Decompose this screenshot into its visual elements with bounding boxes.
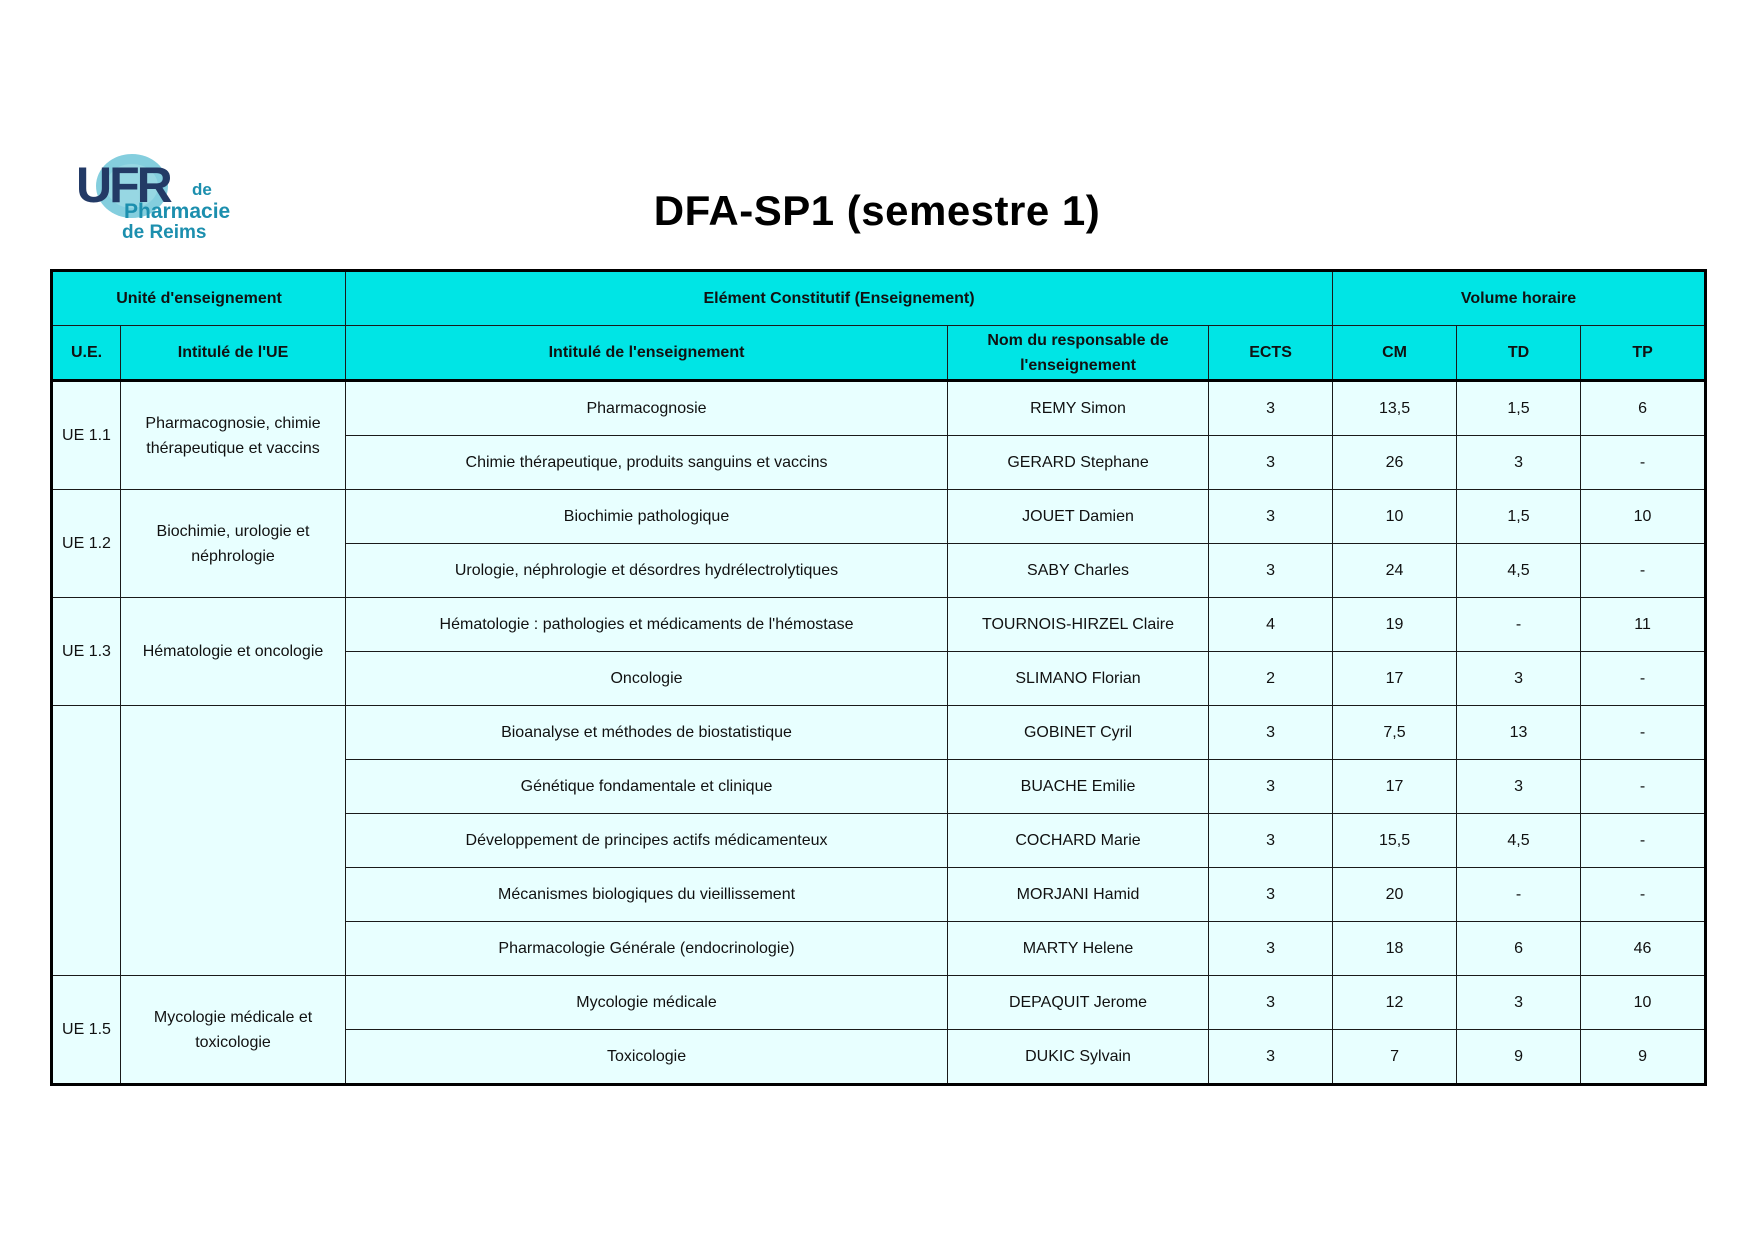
ects-cell: 3 (1209, 436, 1333, 490)
responsible-cell: REMY Simon (948, 381, 1209, 436)
volume-group-header: Volume horaire (1333, 271, 1706, 326)
tp-cell: - (1581, 814, 1706, 868)
td-cell: 4,5 (1457, 814, 1581, 868)
tp-cell: 10 (1581, 490, 1706, 544)
cm-cell: 19 (1333, 598, 1457, 652)
col-header-cm: CM (1333, 326, 1457, 381)
ue-code-cell: UE 1.3 (52, 598, 121, 706)
course-title-cell: Mycologie médicale (346, 976, 948, 1030)
course-title-cell: Bioanalyse et méthodes de biostatistique (346, 706, 948, 760)
course-title-cell: Pharmacognosie (346, 381, 948, 436)
cm-cell: 7 (1333, 1030, 1457, 1085)
tp-cell: 9 (1581, 1030, 1706, 1085)
ue-title-cell: Mycologie médicale et toxicologie (121, 976, 346, 1085)
col-header-td: TD (1457, 326, 1581, 381)
ue-title-cell (121, 706, 346, 976)
table-row (52, 490, 1706, 544)
responsible-cell: GOBINET Cyril (948, 706, 1209, 760)
ects-cell: 3 (1209, 814, 1333, 868)
cm-cell: 20 (1333, 868, 1457, 922)
tp-cell: 11 (1581, 598, 1706, 652)
ects-cell: 3 (1209, 490, 1333, 544)
ec-group-header: Elément Constitutif (Enseignement) (346, 271, 1333, 326)
col-header-ects: ECTS (1209, 326, 1333, 381)
col-header-tp: TP (1581, 326, 1706, 381)
responsible-cell: COCHARD Marie (948, 814, 1209, 868)
course-title-cell: Chimie thérapeutique, produits sanguins et vaccins (346, 436, 948, 490)
cm-cell: 26 (1333, 436, 1457, 490)
td-cell: 4,5 (1457, 544, 1581, 598)
table-row (52, 976, 1706, 1030)
ue-code-cell: UE 1.2 (52, 490, 121, 598)
responsible-cell: JOUET Damien (948, 490, 1209, 544)
responsible-cell: GERARD Stephane (948, 436, 1209, 490)
col-header-ue: U.E. (52, 326, 121, 381)
tp-cell: 6 (1581, 381, 1706, 436)
td-cell: 3 (1457, 652, 1581, 706)
ue-code-cell (52, 706, 121, 976)
td-cell: 6 (1457, 922, 1581, 976)
logo-line1: de (192, 180, 212, 199)
cm-cell: 7,5 (1333, 706, 1457, 760)
logo-line2: Pharmacie (124, 200, 231, 223)
responsible-cell: DUKIC Sylvain (948, 1030, 1209, 1085)
table-row (52, 381, 1706, 436)
ects-cell: 3 (1209, 381, 1333, 436)
td-cell: - (1457, 598, 1581, 652)
td-cell: - (1457, 868, 1581, 922)
ue-code-cell: UE 1.5 (52, 976, 121, 1085)
responsible-cell: MORJANI Hamid (948, 868, 1209, 922)
ects-cell: 3 (1209, 760, 1333, 814)
group-header-row (52, 271, 1706, 326)
cm-cell: 13,5 (1333, 381, 1457, 436)
responsible-cell: SABY Charles (948, 544, 1209, 598)
cm-cell: 15,5 (1333, 814, 1457, 868)
course-title-cell: Toxicologie (346, 1030, 948, 1085)
cm-cell: 12 (1333, 976, 1457, 1030)
cm-cell: 17 (1333, 760, 1457, 814)
table-row (52, 706, 1706, 760)
ects-cell: 3 (1209, 976, 1333, 1030)
td-cell: 3 (1457, 436, 1581, 490)
logo-letters: UFR (76, 157, 170, 213)
cm-cell: 10 (1333, 490, 1457, 544)
tp-cell: - (1581, 760, 1706, 814)
tp-cell: 46 (1581, 922, 1706, 976)
course-title-cell: Oncologie (346, 652, 948, 706)
course-title-cell: Mécanismes biologiques du vieillissement (346, 868, 948, 922)
ects-cell: 3 (1209, 868, 1333, 922)
ects-cell: 3 (1209, 922, 1333, 976)
td-cell: 1,5 (1457, 490, 1581, 544)
tp-cell: - (1581, 706, 1706, 760)
responsible-cell: MARTY Helene (948, 922, 1209, 976)
course-title-cell: Génétique fondamentale et clinique (346, 760, 948, 814)
ects-cell: 3 (1209, 544, 1333, 598)
ue-title-cell: Pharmacognosie, chimie thérapeutique et vaccins (121, 381, 346, 490)
td-cell: 13 (1457, 706, 1581, 760)
ue-title-cell: Hématologie et oncologie (121, 598, 346, 706)
td-cell: 3 (1457, 760, 1581, 814)
page-title-text: DFA-SP1 (semestre 1) (653, 187, 1101, 234)
td-cell: 1,5 (1457, 381, 1581, 436)
logo-line3: de Reims (122, 222, 207, 243)
course-title-cell: Pharmacologie Générale (endocrinologie) (346, 922, 948, 976)
td-cell: 3 (1457, 976, 1581, 1030)
ects-cell: 3 (1209, 706, 1333, 760)
course-title-cell: Hématologie : pathologies et médicaments de l'hémostase (346, 598, 948, 652)
column-header-row (52, 326, 1706, 381)
course-title-cell: Développement de principes actifs médicamenteux (346, 814, 948, 868)
cm-cell: 17 (1333, 652, 1457, 706)
tp-cell: - (1581, 868, 1706, 922)
ue-group-header: Unité d'enseignement (52, 271, 346, 326)
tp-cell: 10 (1581, 976, 1706, 1030)
tp-cell: - (1581, 652, 1706, 706)
cm-cell: 18 (1333, 922, 1457, 976)
course-title-cell: Urologie, néphrologie et désordres hydrélectrolytiques (346, 544, 948, 598)
tp-cell: - (1581, 436, 1706, 490)
td-cell: 9 (1457, 1030, 1581, 1085)
ects-cell: 4 (1209, 598, 1333, 652)
cm-cell: 24 (1333, 544, 1457, 598)
responsible-cell: BUACHE Emilie (948, 760, 1209, 814)
responsible-cell: TOURNOIS-HIRZEL Claire (948, 598, 1209, 652)
responsible-cell: SLIMANO Florian (948, 652, 1209, 706)
tp-cell: - (1581, 544, 1706, 598)
col-header-ue-title: Intitulé de l'UE (121, 326, 346, 381)
ue-code-cell: UE 1.1 (52, 381, 121, 490)
col-header-responsible: Nom du responsable de l'enseignement (948, 326, 1209, 381)
col-header-course-title: Intitulé de l'enseignement (346, 326, 948, 381)
ue-title-cell: Biochimie, urologie et néphrologie (121, 490, 346, 598)
ects-cell: 2 (1209, 652, 1333, 706)
ects-cell: 3 (1209, 1030, 1333, 1085)
table-row (52, 598, 1706, 652)
responsible-cell: DEPAQUIT Jerome (948, 976, 1209, 1030)
course-table (50, 269, 1707, 1086)
course-title-cell: Biochimie pathologique (346, 490, 948, 544)
